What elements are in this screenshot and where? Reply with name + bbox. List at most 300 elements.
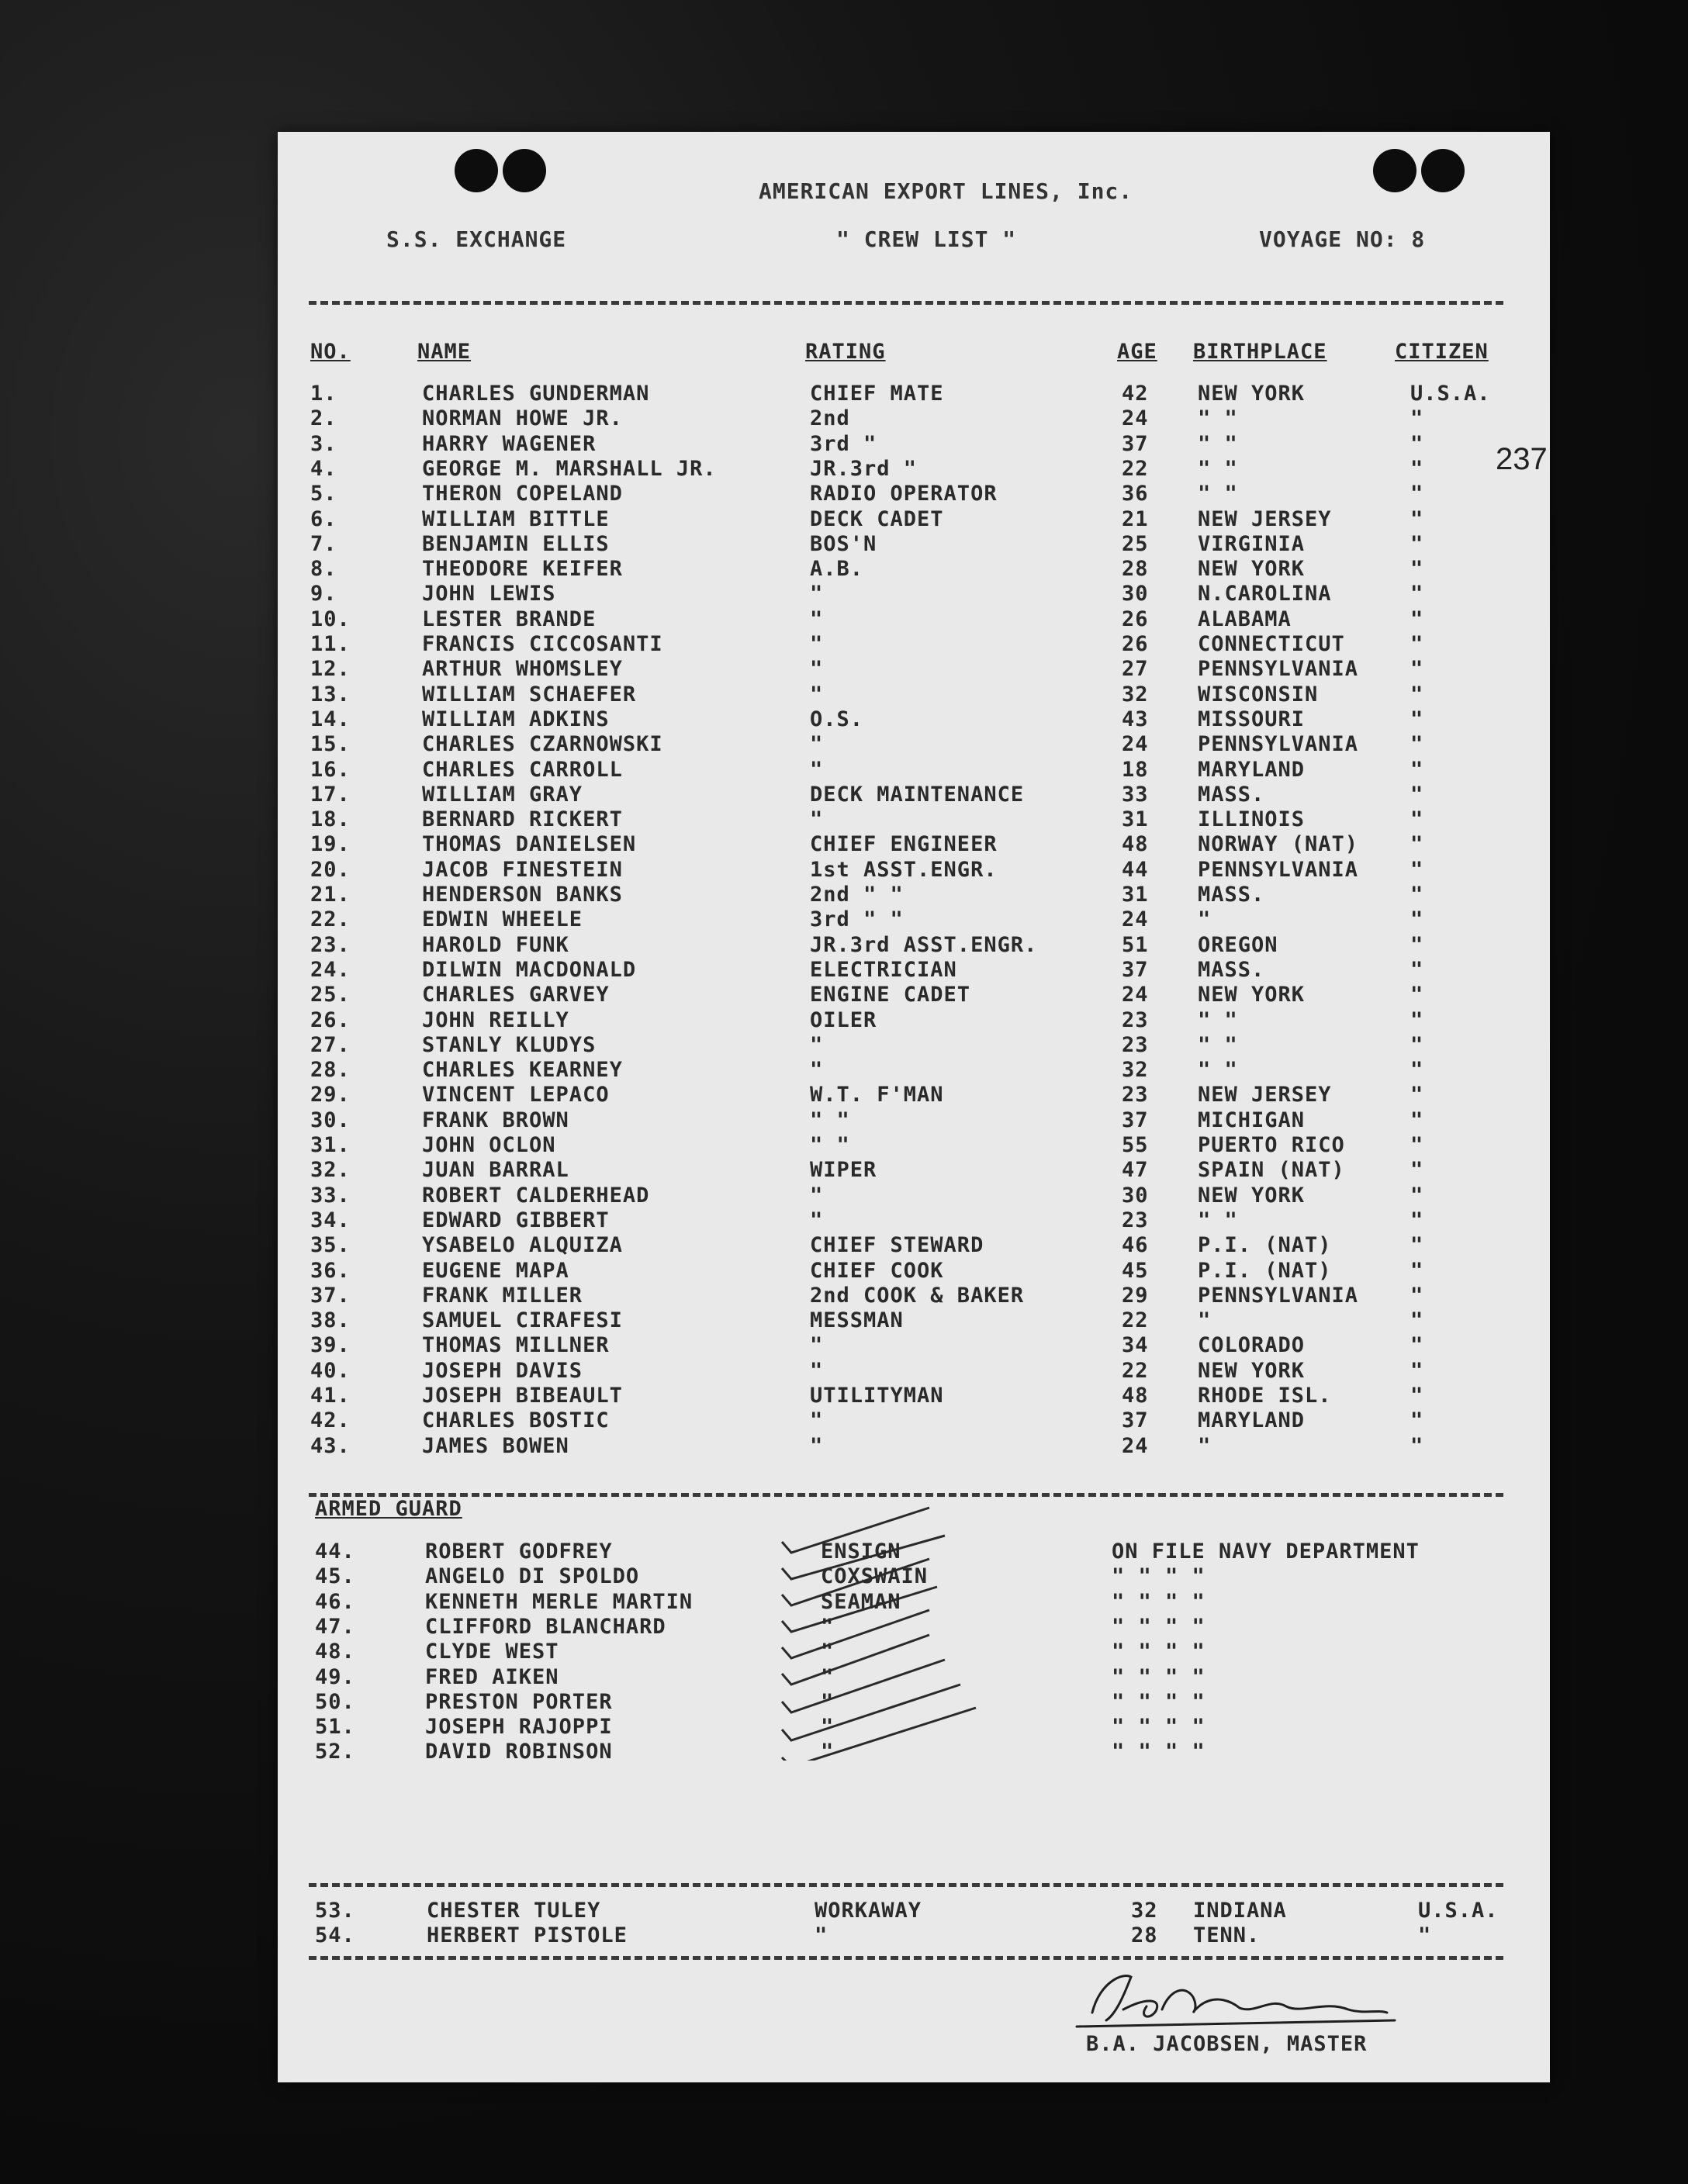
crew-citizen: " <box>1410 1308 1424 1333</box>
guard-no: 52. <box>315 1740 355 1764</box>
workaway-rule-bottom <box>309 1956 1503 1960</box>
crew-name: SAMUEL CIRAFESI <box>422 1308 623 1333</box>
crew-no: 4. <box>310 456 337 481</box>
crew-citizen: " <box>1410 1433 1424 1458</box>
company-name: AMERICAN EXPORT LINES, Inc. <box>759 178 1133 204</box>
crew-birthplace: MARYLAND <box>1198 1408 1306 1433</box>
crew-birthplace: CONNECTICUT <box>1198 632 1345 656</box>
crew-rating: " <box>810 732 824 757</box>
crew-citizen: " <box>1410 506 1424 531</box>
crew-name: JOHN LEWIS <box>422 582 556 606</box>
ship-name: S.S. EXCHANGE <box>386 226 567 252</box>
crew-row <box>278 958 1550 983</box>
crew-citizen: " <box>1410 857 1424 882</box>
crew-name: FRANCIS CICCOSANTI <box>422 632 663 656</box>
crew-row <box>278 682 1550 707</box>
crew-no: 8. <box>310 557 337 582</box>
crew-rating: " <box>810 1433 824 1458</box>
crew-no: 6. <box>310 506 337 531</box>
crew-no: 5. <box>310 482 337 506</box>
crew-citizen: " <box>1410 1133 1424 1157</box>
guard-rating: " <box>821 1689 835 1714</box>
crew-citizen: " <box>1410 431 1424 456</box>
crew-age: 26 <box>1122 632 1149 656</box>
crew-rating: CHIEF ENGINEER <box>810 832 998 857</box>
crew-citizen: " <box>1410 732 1424 757</box>
crew-name: HENDERSON BANKS <box>422 883 623 907</box>
crew-row <box>278 1208 1550 1233</box>
workaway-name: CHESTER TULEY <box>427 1899 601 1923</box>
crew-row <box>278 1108 1550 1133</box>
crew-age: 37 <box>1122 957 1149 982</box>
crew-name: CHARLES CZARNOWSKI <box>422 732 663 757</box>
crew-row <box>278 482 1550 506</box>
crew-age: 32 <box>1122 682 1149 707</box>
crew-age: 22 <box>1122 1308 1149 1333</box>
crew-row <box>278 1308 1550 1333</box>
guard-note: " " " " <box>1112 1715 1205 1740</box>
voyage-number: VOYAGE NO: 8 <box>1259 226 1426 252</box>
page-number: 237 <box>1496 442 1548 476</box>
crew-no: 12. <box>310 657 351 682</box>
crew-name: JUAN BARRAL <box>422 1158 569 1183</box>
crew-citizen: " <box>1410 606 1424 631</box>
guard-no: 47. <box>315 1614 355 1639</box>
guard-note: " " " " <box>1112 1614 1205 1639</box>
crew-age: 24 <box>1122 983 1149 1007</box>
guard-name: ROBERT GODFREY <box>425 1540 613 1564</box>
crew-age: 55 <box>1122 1133 1149 1157</box>
crew-birthplace: NEW JERSEY <box>1198 1083 1332 1108</box>
crew-birthplace: N.CAROLINA <box>1198 582 1332 606</box>
crew-no: 10. <box>310 606 351 631</box>
crew-row <box>278 582 1550 606</box>
crew-row <box>278 1384 1550 1408</box>
crew-rating: CHIEF COOK <box>810 1258 944 1283</box>
crew-age: 24 <box>1122 732 1149 757</box>
crew-citizen: " <box>1410 782 1424 807</box>
guard-no: 50. <box>315 1689 355 1714</box>
crew-citizen: " <box>1410 682 1424 707</box>
crew-age: 37 <box>1122 1408 1149 1433</box>
list-title: " CREW LIST " <box>836 226 1017 252</box>
crew-name: BENJAMIN ELLIS <box>422 531 610 556</box>
crew-rating: RADIO OPERATOR <box>810 482 998 506</box>
crew-age: 46 <box>1122 1233 1149 1258</box>
crew-age: 48 <box>1122 832 1149 857</box>
guard-note: " " " " <box>1112 1564 1205 1589</box>
crew-birthplace: ILLINOIS <box>1198 807 1306 832</box>
crew-rating: JR.3rd " <box>810 456 918 481</box>
crew-birthplace: MICHIGAN <box>1198 1108 1306 1132</box>
crew-rating: " <box>810 1333 824 1358</box>
crew-age: 24 <box>1122 1433 1149 1458</box>
crew-name: NORMAN HOWE JR. <box>422 406 623 431</box>
crew-rating: " <box>810 1208 824 1232</box>
col-header-no: NO. <box>310 340 351 364</box>
crew-no: 32. <box>310 1158 351 1183</box>
crew-name: EUGENE MAPA <box>422 1258 569 1283</box>
crew-rating: 2nd " " <box>810 883 904 907</box>
guard-rating: " <box>821 1664 835 1689</box>
guard-note: " " " " <box>1112 1740 1205 1764</box>
crew-birthplace: MASS. <box>1198 883 1265 907</box>
crew-row <box>278 1033 1550 1058</box>
workaway-birthplace: TENN. <box>1193 1923 1261 1948</box>
crew-name: EDWIN WHEELE <box>422 907 583 932</box>
crew-name: STANLY KLUDYS <box>422 1032 597 1057</box>
crew-row <box>278 557 1550 582</box>
crew-name: ARTHUR WHOMSLEY <box>422 657 623 682</box>
crew-row <box>278 832 1550 857</box>
crew-age: 24 <box>1122 907 1149 932</box>
crew-no: 31. <box>310 1133 351 1157</box>
crew-name: CHARLES BOSTIC <box>422 1408 610 1433</box>
crew-row <box>278 1133 1550 1158</box>
guard-note: " " " " <box>1112 1589 1205 1614</box>
crew-row <box>278 707 1550 732</box>
crew-row <box>278 1058 1550 1083</box>
workaway-name: HERBERT PISTOLE <box>427 1923 628 1948</box>
crew-no: 11. <box>310 632 351 656</box>
crew-age: 23 <box>1122 1083 1149 1108</box>
crew-no: 41. <box>310 1384 351 1408</box>
crew-rating: " <box>810 657 824 682</box>
crew-birthplace: " " <box>1198 406 1238 431</box>
crew-row <box>278 432 1550 457</box>
crew-citizen: " <box>1410 832 1424 857</box>
crew-age: 44 <box>1122 857 1149 882</box>
crew-row <box>278 933 1550 958</box>
crew-rating: 2nd <box>810 406 850 431</box>
crew-name: EDWARD GIBBERT <box>422 1208 610 1232</box>
crew-name: HARRY WAGENER <box>422 431 597 456</box>
crew-name: VINCENT LEPACO <box>422 1083 610 1108</box>
crew-no: 18. <box>310 807 351 832</box>
crew-row <box>278 1259 1550 1284</box>
crew-age: 51 <box>1122 932 1149 957</box>
crew-no: 2. <box>310 406 337 431</box>
crew-birthplace: MISSOURI <box>1198 707 1306 731</box>
crew-citizen: " <box>1410 1007 1424 1032</box>
guard-name: JOSEPH RAJOPPI <box>425 1715 613 1740</box>
header-rule <box>309 301 1503 305</box>
crew-age: 28 <box>1122 557 1149 582</box>
workaway-birthplace: INDIANA <box>1193 1899 1287 1923</box>
crew-no: 43. <box>310 1433 351 1458</box>
crew-rating: " <box>810 1032 824 1057</box>
crew-citizen: " <box>1410 1108 1424 1132</box>
crew-birthplace: PUERTO RICO <box>1198 1133 1345 1157</box>
crew-age: 47 <box>1122 1158 1149 1183</box>
crew-rating: " <box>810 807 824 832</box>
crew-name: WILLIAM BITTLE <box>422 506 610 531</box>
guard-name: ANGELO DI SPOLDO <box>425 1564 640 1589</box>
col-header-rating: RATING <box>805 340 886 364</box>
crew-name: JOSEPH DAVIS <box>422 1358 583 1383</box>
crew-row <box>278 1333 1550 1358</box>
crew-no: 29. <box>310 1083 351 1108</box>
guard-note: ON FILE NAVY DEPARTMENT <box>1112 1540 1420 1564</box>
crew-name: DILWIN MACDONALD <box>422 957 637 982</box>
crew-no: 7. <box>310 531 337 556</box>
crew-row <box>278 632 1550 657</box>
crew-age: 21 <box>1122 506 1149 531</box>
crew-citizen: " <box>1410 1058 1424 1083</box>
punch-hole-left-2 <box>503 149 546 192</box>
crew-no: 26. <box>310 1007 351 1032</box>
crew-birthplace: PENNSYLVANIA <box>1198 1283 1359 1308</box>
crew-name: BERNARD RICKERT <box>422 807 623 832</box>
crew-name: FRANK MILLER <box>422 1283 583 1308</box>
crew-rating: " <box>810 1058 824 1083</box>
crew-name: JOSEPH BIBEAULT <box>422 1384 623 1408</box>
crew-citizen: " <box>1410 657 1424 682</box>
crew-name: THEODORE KEIFER <box>422 557 623 582</box>
crew-no: 37. <box>310 1283 351 1308</box>
crew-age: 31 <box>1122 807 1149 832</box>
crew-age: 34 <box>1122 1333 1149 1358</box>
crew-rating: BOS'N <box>810 531 877 556</box>
guard-note: " " " " <box>1112 1664 1205 1689</box>
crew-row <box>278 983 1550 1007</box>
crew-age: 23 <box>1122 1032 1149 1057</box>
crew-birthplace: PENNSYLVANIA <box>1198 657 1359 682</box>
crew-citizen: " <box>1410 1183 1424 1208</box>
workaway-age: 32 <box>1131 1899 1158 1923</box>
crew-rating: " <box>810 582 824 606</box>
crew-citizen: " <box>1410 1258 1424 1283</box>
crew-age: 23 <box>1122 1208 1149 1232</box>
crew-citizen: " <box>1410 482 1424 506</box>
crew-row <box>278 657 1550 682</box>
crew-age: 37 <box>1122 431 1149 456</box>
crew-name: THERON COPELAND <box>422 482 623 506</box>
crew-age: 32 <box>1122 1058 1149 1083</box>
crew-row <box>278 532 1550 557</box>
crew-citizen: " <box>1410 406 1424 431</box>
crew-age: 30 <box>1122 582 1149 606</box>
crew-birthplace: P.I. (NAT) <box>1198 1258 1332 1283</box>
crew-no: 17. <box>310 782 351 807</box>
crew-row <box>278 1158 1550 1183</box>
crew-row <box>278 758 1550 783</box>
crew-no: 21. <box>310 883 351 907</box>
crew-birthplace: RHODE ISL. <box>1198 1384 1332 1408</box>
crew-rating: W.T. F'MAN <box>810 1083 944 1108</box>
crew-row <box>278 1359 1550 1384</box>
workaway-rating: " <box>815 1923 828 1948</box>
crew-rating: MESSMAN <box>810 1308 904 1333</box>
crew-citizen: " <box>1410 1032 1424 1057</box>
crew-no: 23. <box>310 932 351 957</box>
crew-rating: " <box>810 1183 824 1208</box>
crew-rating: OILER <box>810 1007 877 1032</box>
crew-birthplace: VIRGINIA <box>1198 531 1306 556</box>
guard-no: 45. <box>315 1564 355 1589</box>
master-signature <box>1069 1966 1410 2036</box>
workaway-rule-top <box>309 1883 1503 1887</box>
crew-birthplace: PENNSYLVANIA <box>1198 857 1359 882</box>
crew-age: 48 <box>1122 1384 1149 1408</box>
crew-age: 24 <box>1122 406 1149 431</box>
crew-age: 37 <box>1122 1108 1149 1132</box>
workaway-citizen: " <box>1418 1923 1432 1948</box>
crew-name: CHARLES GUNDERMAN <box>422 382 650 406</box>
crew-rating: 2nd COOK & BAKER <box>810 1283 1025 1308</box>
crew-birthplace: " " <box>1198 456 1238 481</box>
crew-age: 45 <box>1122 1258 1149 1283</box>
crew-age: 36 <box>1122 482 1149 506</box>
crew-rating: UTILITYMAN <box>810 1384 944 1408</box>
crew-birthplace: " " <box>1198 431 1238 456</box>
crew-no: 38. <box>310 1308 351 1333</box>
crew-no: 14. <box>310 707 351 731</box>
crew-age: 33 <box>1122 782 1149 807</box>
crew-name: CHARLES CARROLL <box>422 757 623 782</box>
crew-row <box>278 607 1550 632</box>
crew-birthplace: " <box>1198 1308 1212 1333</box>
crew-age: 25 <box>1122 531 1149 556</box>
crew-age: 31 <box>1122 883 1149 907</box>
crew-name: HAROLD FUNK <box>422 932 569 957</box>
guard-no: 51. <box>315 1715 355 1740</box>
guard-rating: " <box>821 1740 835 1764</box>
crew-rating: JR.3rd ASST.ENGR. <box>810 932 1038 957</box>
crew-age: 29 <box>1122 1283 1149 1308</box>
crew-age: 43 <box>1122 707 1149 731</box>
crew-citizen: " <box>1410 757 1424 782</box>
armed-guard-rule <box>309 1493 1503 1497</box>
crew-rating: DECK CADET <box>810 506 944 531</box>
guard-rating: ENSIGN <box>821 1540 901 1564</box>
crew-row <box>278 1408 1550 1433</box>
crew-birthplace: NEW JERSEY <box>1198 506 1332 531</box>
workaway-row <box>278 1899 1550 1923</box>
crew-birthplace: SPAIN (NAT) <box>1198 1158 1345 1183</box>
guard-no: 46. <box>315 1589 355 1614</box>
crew-no: 40. <box>310 1358 351 1383</box>
crew-birthplace: WISCONSIN <box>1198 682 1319 707</box>
crew-age: 23 <box>1122 1007 1149 1032</box>
crew-citizen: U.S.A. <box>1410 382 1491 406</box>
workaway-rating: WORKAWAY <box>815 1899 922 1923</box>
workaway-citizen: U.S.A. <box>1418 1899 1499 1923</box>
crew-rating: 3rd " " <box>810 907 904 932</box>
guard-no: 49. <box>315 1664 355 1689</box>
guard-name: KENNETH MERLE MARTIN <box>425 1589 694 1614</box>
crew-no: 3. <box>310 431 337 456</box>
crew-name: FRANK BROWN <box>422 1108 569 1132</box>
crew-no: 35. <box>310 1233 351 1258</box>
crew-no: 34. <box>310 1208 351 1232</box>
crew-no: 24. <box>310 957 351 982</box>
crew-name: JACOB FINESTEIN <box>422 857 623 882</box>
crew-no: 30. <box>310 1108 351 1132</box>
crew-row <box>278 507 1550 532</box>
crew-birthplace: P.I. (NAT) <box>1198 1233 1332 1258</box>
crew-birthplace: NEW YORK <box>1198 382 1306 406</box>
crew-rating: " <box>810 682 824 707</box>
crew-citizen: " <box>1410 807 1424 832</box>
crew-rating: ELECTRICIAN <box>810 957 957 982</box>
master-name: B.A. JACOBSEN, MASTER <box>1086 2032 1368 2056</box>
crew-age: 22 <box>1122 1358 1149 1383</box>
crew-no: 20. <box>310 857 351 882</box>
crew-citizen: " <box>1410 1384 1424 1408</box>
crew-citizen: " <box>1410 632 1424 656</box>
crew-rating: " <box>810 606 824 631</box>
crew-row <box>278 1284 1550 1308</box>
crew-row <box>278 457 1550 482</box>
crew-citizen: " <box>1410 1233 1424 1258</box>
guard-name: CLYDE WEST <box>425 1640 559 1664</box>
crew-birthplace: " <box>1198 1433 1212 1458</box>
crew-no: 33. <box>310 1183 351 1208</box>
crew-no: 16. <box>310 757 351 782</box>
crew-row <box>278 858 1550 883</box>
crew-citizen: " <box>1410 983 1424 1007</box>
crew-citizen: " <box>1410 932 1424 957</box>
crew-no: 1. <box>310 382 337 406</box>
crew-birthplace: NEW YORK <box>1198 1183 1306 1208</box>
crew-no: 36. <box>310 1258 351 1283</box>
crew-citizen: " <box>1410 1083 1424 1108</box>
crew-no: 9. <box>310 582 337 606</box>
crew-rating: " <box>810 1408 824 1433</box>
crew-rating: 3rd " <box>810 431 877 456</box>
crew-citizen: " <box>1410 1408 1424 1433</box>
crew-age: 30 <box>1122 1183 1149 1208</box>
crew-birthplace: COLORADO <box>1198 1333 1306 1358</box>
guard-note: " " " " <box>1112 1640 1205 1664</box>
crew-birthplace: PENNSYLVANIA <box>1198 732 1359 757</box>
crew-birthplace: ALABAMA <box>1198 606 1292 631</box>
crew-name: WILLIAM ADKINS <box>422 707 610 731</box>
crew-name: JOHN OCLON <box>422 1133 556 1157</box>
crew-name: JOHN REILLY <box>422 1007 569 1032</box>
crew-rating: DECK MAINTENANCE <box>810 782 1025 807</box>
crew-no: 42. <box>310 1408 351 1433</box>
crew-age: 42 <box>1122 382 1149 406</box>
crew-no: 25. <box>310 983 351 1007</box>
crew-birthplace: NEW YORK <box>1198 1358 1306 1383</box>
crew-birthplace: MASS. <box>1198 957 1265 982</box>
crew-row <box>278 1008 1550 1033</box>
workaway-no: 54. <box>315 1923 355 1948</box>
crew-name: WILLIAM GRAY <box>422 782 583 807</box>
crew-no: 27. <box>310 1032 351 1057</box>
crew-citizen: " <box>1410 907 1424 932</box>
col-header-birthplace: BIRTHPLACE <box>1193 340 1327 364</box>
crew-no: 15. <box>310 732 351 757</box>
guard-no: 44. <box>315 1540 355 1564</box>
crew-row <box>278 1184 1550 1208</box>
col-header-name: NAME <box>417 340 472 364</box>
crew-no: 28. <box>310 1058 351 1083</box>
guard-rating: COXSWAIN <box>821 1564 929 1589</box>
crew-citizen: " <box>1410 1208 1424 1232</box>
crew-citizen: " <box>1410 557 1424 582</box>
crew-citizen: " <box>1410 582 1424 606</box>
crew-birthplace: " " <box>1198 482 1238 506</box>
guard-name: FRED AIKEN <box>425 1664 559 1689</box>
crew-name: THOMAS MILLNER <box>422 1333 610 1358</box>
guard-rating: " <box>821 1715 835 1740</box>
crew-rating: A.B. <box>810 557 864 582</box>
crew-rating: " <box>810 632 824 656</box>
crew-name: GEORGE M. MARSHALL JR. <box>422 456 717 481</box>
